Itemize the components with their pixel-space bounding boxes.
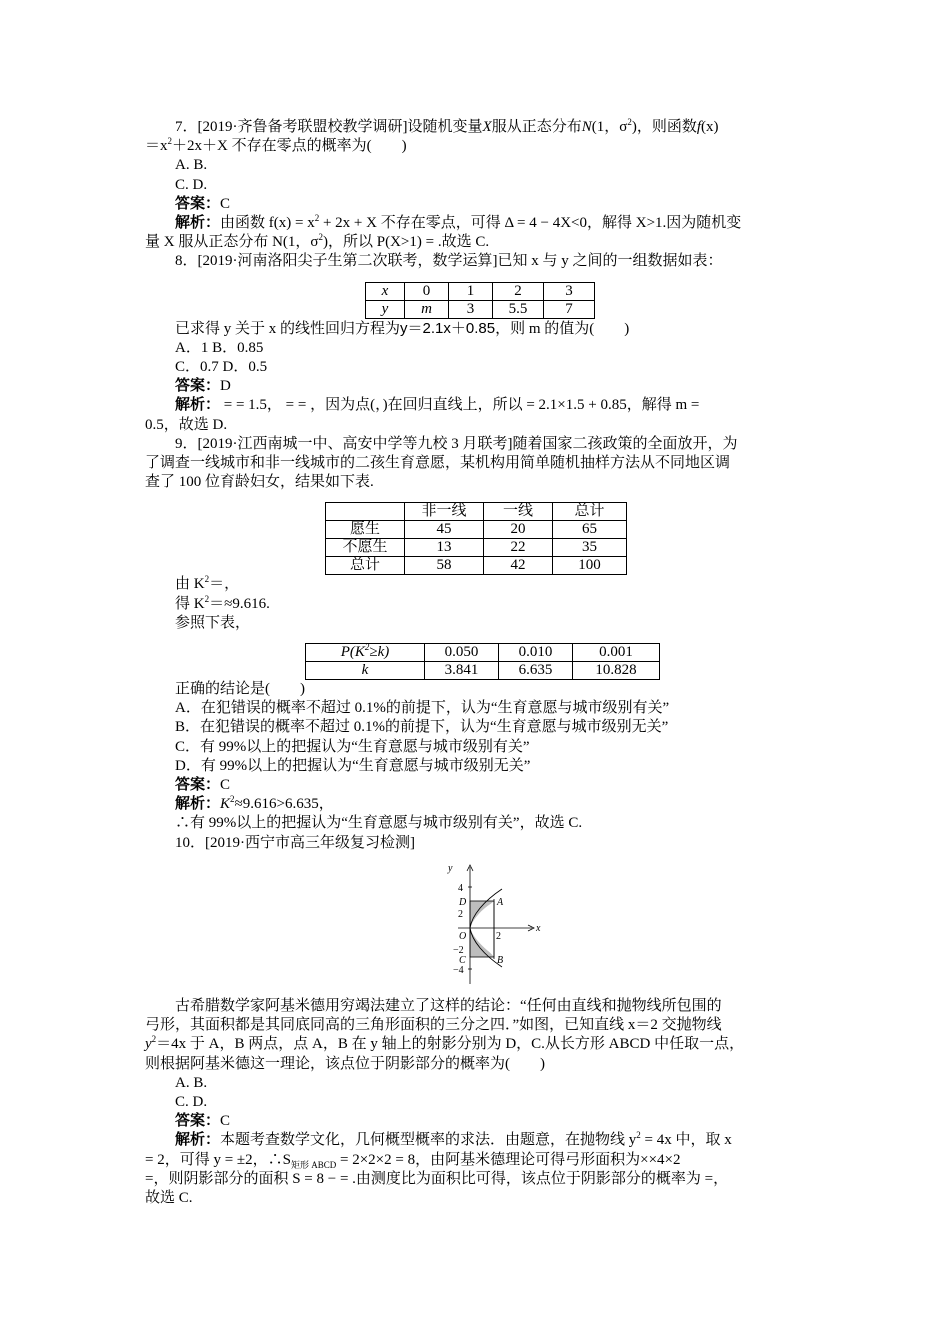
document-page (145, 118, 810, 1208)
point-label-d: D (459, 896, 467, 908)
origin-label: O (459, 930, 467, 942)
parabola-figure (440, 859, 560, 989)
q9-option-b: B．在犯错误的概率不超过 0.1%的前提下，认为“生育意愿与城市级别无关” (175, 719, 669, 736)
q10-stem: 10．[2019·西宁市高三年级复习检测] (175, 834, 416, 851)
tick-label-minus-4: −4 (453, 964, 464, 976)
shaded-region-bottom (470, 931, 494, 957)
q9-survey-table (325, 502, 627, 575)
q9-option-a: A．在犯错误的概率不超过 0.1%的前提下，认为“生育意愿与城市级别有关” (175, 700, 670, 717)
q8-data-table (365, 282, 595, 319)
table-row: 不愿生 13 22 35 (326, 539, 627, 557)
q8-answer: 答案：D (175, 378, 231, 395)
q9-k-value: 得 $K^2=\approx 9.616$. (175, 593, 270, 612)
q8-solution-line1: 解析： = = 1.5， = = ，因为点(，)在回归直线上，所以 = 2.1×1.5 + 0.85，解得 m = (175, 397, 700, 414)
q10-options-cd: C. D. (175, 1093, 208, 1110)
q7-options-cd: C. D. (175, 176, 208, 193)
q7-stem-line2: $=x^2+2x+X$ 不存在零点的概率为( ) (145, 136, 407, 155)
q10-options-ab: A. B. (175, 1074, 208, 1091)
q10-text-line2: 弓形，其面积都是其同底同高的三角形面积的三分之四．”如图，已知直线 x＝2 交抛物线 (145, 1017, 722, 1034)
table-row: k 3.841 6.635 10.828 (306, 662, 660, 680)
q9-critical-table (305, 643, 660, 680)
y-axis-label: y (448, 862, 453, 874)
tick-label-2: 2 (458, 908, 463, 920)
q8-solution-line2: 0.5，故选 D. (145, 416, 228, 433)
q7-solution-line2: 量 X 服从正态分布 N(1，$\sigma^2$)，所以 P(X>1) = .故选 C. (145, 232, 490, 251)
tick-label-4: 4 (458, 882, 463, 894)
table-row: $P(K^2\ge k)$ 0.050 0.010 0.001 (306, 644, 660, 662)
q8-options-ab: A．1 B．0.85 (175, 339, 264, 356)
q10-solution-line4: 故选 C. (145, 1189, 193, 1206)
q8-stem: 8．[2019·河南洛阳尖子生第二次联考，数学运算]已知 x 与 y 之间的一组数据如表： (175, 253, 723, 270)
q10-text-line4: 则根据阿基米德这一理论，该点位于阴影部分的概率为( ) (145, 1055, 545, 1072)
q10-solution-line1: 解析：本题考查数学文化，几何概型概率的求法．由题意，在抛物线 $y^2 = 4x$ 中，取 x (175, 1130, 732, 1149)
q7-solution-line1: 解析：由函数 $f(x) = x^2 + 2x + X$ 不存在零点，可得 Δ = 4 − 4X<0，解得 X>1.因为随机变 (175, 213, 742, 232)
q9-solution-line2: ∴有 99%以上的把握认为“生育意愿与城市级别有关”，故选 C. (175, 815, 583, 832)
q9-option-d: D．有 99%以上的把握认为“生育意愿与城市级别无关” (175, 757, 531, 774)
table-row: y m 3 5.5 7 (366, 300, 595, 318)
q10-solution-line3: =，则阴影部分的面积 S = 8 − = .由测度比为面积比可得，该点位于阴影部分的概率为 =， (145, 1170, 729, 1187)
parabola-diagram (440, 859, 560, 989)
table-row: 总计 58 42 100 (326, 557, 627, 575)
q10-solution-line2: = 2，可得 y = ±2，$\therefore S_{矩形 ABCD} = 2\times 2\times 2 = 8$，由阿基米德理论可得弓形面积为××4×2 (145, 1151, 681, 1170)
q9-stem-line3: 查了 100 位育龄妇女，结果如下表. (145, 474, 374, 491)
x-axis-label: x (536, 922, 541, 934)
q9-answer: 答案：C (175, 777, 231, 794)
q9-option-c: C．有 99%以上的把握认为“生育意愿与城市级别有关” (175, 738, 530, 755)
q8-options-cd: C．0.7 D．0.5 (175, 359, 268, 376)
q7-stem-line1: 7．[2019·齐鲁备考联盟校教学调研]设随机变量X服从正态分布N(1，$\sigma^2$)，则函数f(x) (175, 117, 719, 135)
q9-stem-line2: 了调查一线城市和非一线城市的二孩生育意愿，某机构用简单随机抽样方法从不同地区调 (145, 455, 731, 472)
q10-text-line1: 古希腊数学家阿基米德用穷竭法建立了这样的结论：“任何由直线和抛物线所包围的 (175, 997, 722, 1014)
shaded-region-top (470, 901, 494, 925)
q9-k-formula: 由 $K^2=$， (175, 574, 240, 593)
tick-label-x2: 2 (496, 930, 501, 942)
q10-text-line3: $y^2=4x$ 于 A，B 两点，点 A，B 在 y 轴上的射影分别为 D，C.从长方形 ABCD 中任取一点， (145, 1034, 745, 1053)
q10-answer: 答案：C (175, 1113, 231, 1130)
point-label-b: B (497, 954, 504, 966)
q7-answer: 答案：C (175, 195, 231, 212)
q9-stem-line1: 9．[2019·江西南城一中、高安中学等九校 3 月联考]随着国家二孩政策的全面放开，为 (175, 435, 738, 452)
q7-options-ab: A. B. (175, 157, 208, 174)
point-label-a: A (497, 896, 504, 908)
point-label-c: C (459, 954, 466, 966)
table-row: 非一线 一线 总计 (326, 503, 627, 521)
q9-question: 正确的结论是( ) (175, 681, 305, 698)
q9-solution-line1: 解析：$K^2\approx 9.616>6.635$， (175, 794, 334, 813)
tick-label-minus-2: −2 (453, 944, 464, 956)
q9-reference: 参照下表， (175, 614, 251, 631)
table-row: 愿生 45 20 65 (326, 521, 627, 539)
q8-regression-line: 已求得 y 关于 x 的线性回归方程为y＝2.1x＋0.85，则 m 的值为( ) (175, 319, 630, 337)
table-row: x 0 1 2 3 (366, 282, 595, 300)
